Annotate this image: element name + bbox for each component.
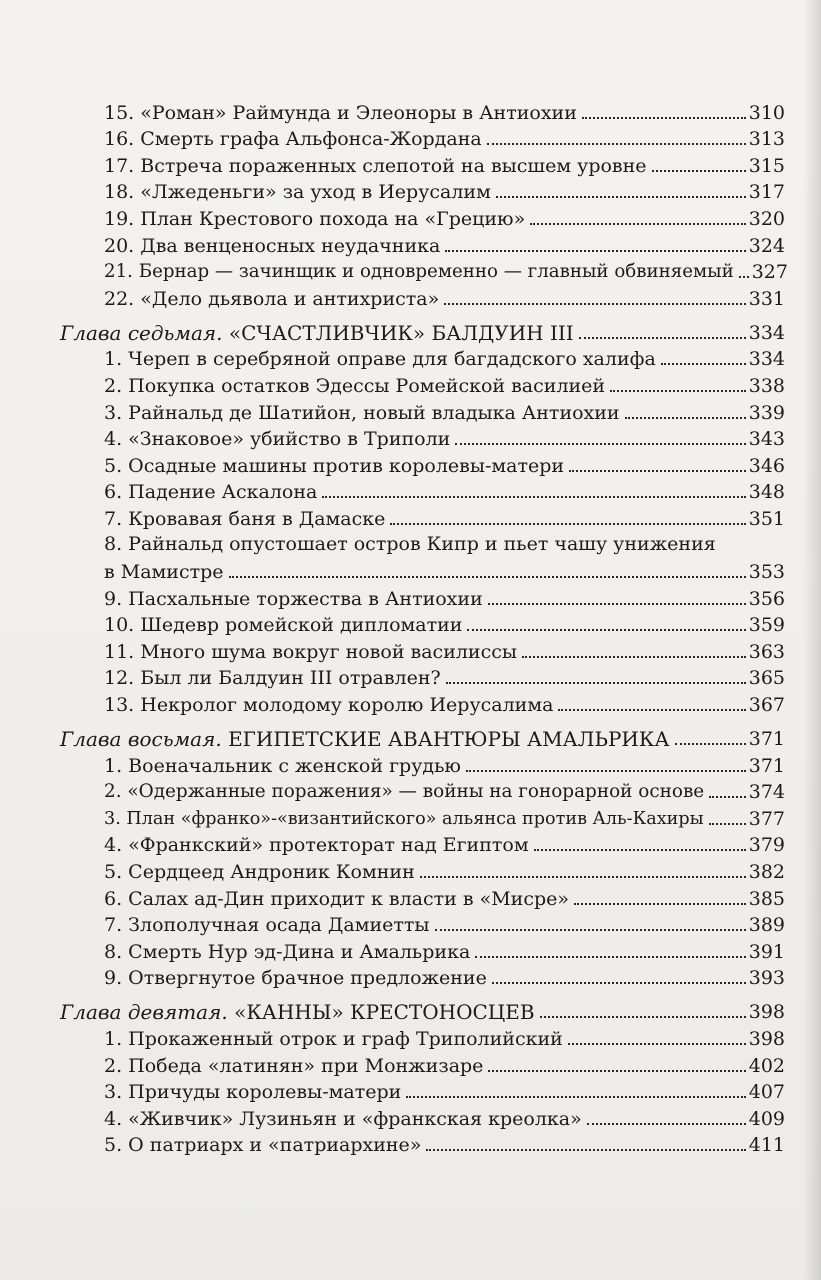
dot-leader xyxy=(574,903,746,905)
chapter-number: Глава восьмая. xyxy=(60,727,222,752)
toc-entry-page: 339 xyxy=(748,401,785,424)
toc-entry xyxy=(60,611,785,638)
toc-entry xyxy=(60,664,785,691)
dot-leader xyxy=(569,470,746,472)
toc-entry-page: 313 xyxy=(748,128,785,151)
toc-entry xyxy=(60,964,785,991)
toc-entry-title: 2. «Одержанные поражения» — войны на гонорарной основе xyxy=(104,781,705,803)
toc-entry xyxy=(60,284,785,311)
toc-entry-page: 411 xyxy=(748,1134,785,1157)
chapter-number: Глава седьмая. xyxy=(60,320,223,345)
dot-leader xyxy=(455,443,745,445)
toc-entry-page: 317 xyxy=(748,181,785,204)
dot-leader xyxy=(558,709,745,711)
chapter-title: «СЧАСТЛИВЧИК» БАЛДУИН III xyxy=(228,320,574,345)
toc-entry-title: 3. План «франко»-«византийского» альянса против Аль-Кахиры xyxy=(104,808,704,829)
toc-entry-title: 3. Райнальд де Шатийон, новый владыка Антиохии xyxy=(104,401,620,424)
toc-entry-page: 353 xyxy=(748,561,785,584)
toc-entry xyxy=(60,804,785,831)
toc-entry xyxy=(60,937,785,964)
toc-entry xyxy=(60,884,785,911)
dot-leader xyxy=(709,823,746,825)
toc-entry-page: 356 xyxy=(748,587,785,610)
toc-entry-title: 9. Отвергнутое брачное предложение xyxy=(104,967,487,990)
toc-entry-page: 379 xyxy=(748,834,785,857)
toc-entry-title: 5. Осадные машины против королевы-матери xyxy=(104,454,565,477)
toc-entry-page: 331 xyxy=(748,287,785,310)
toc-entry-title: 6. Салах ад-Дин приходит к власти в «Мисре» xyxy=(104,887,570,910)
dot-leader xyxy=(492,982,746,984)
toc-entry-title: 12. Был ли Балдуин III отравлен? xyxy=(104,667,441,690)
toc-entry-title: 18. «Лжеденьги» за уход в Иерусалим xyxy=(104,181,491,204)
toc-entry-page: 359 xyxy=(748,614,785,637)
toc-entry xyxy=(60,831,785,858)
toc-entry xyxy=(60,425,785,452)
toc-entry xyxy=(60,98,785,125)
toc-entry xyxy=(60,345,785,372)
toc-entry-page: 389 xyxy=(748,914,785,937)
toc-entry-page: 393 xyxy=(748,967,785,990)
chapter-title: «КАННЫ» КРЕСТОНОСЦЕВ xyxy=(234,1000,535,1025)
dot-leader xyxy=(568,1043,746,1045)
toc-entry xyxy=(60,531,785,584)
dot-leader xyxy=(675,743,746,745)
dot-leader xyxy=(444,303,745,305)
toc-entry xyxy=(60,857,785,884)
toc-entry-title: 15. «Роман» Раймунда и Элеоноры в Антиохии xyxy=(104,101,577,124)
toc-entry-page: 334 xyxy=(748,348,785,371)
toc-entry-title-continued: в Мамистре xyxy=(104,561,224,584)
toc-entry-title: 8. Райнальд опустошает остров Кипр и пьет чашу унижения xyxy=(104,532,716,555)
toc-entry-title: 2. Покупка остатков Эдессы Ромейской василией xyxy=(104,374,606,397)
toc-entry-title: 5. Сердцеед Андроник Комнин xyxy=(104,861,415,884)
page-edge-shadow xyxy=(803,0,821,1280)
chapter-page: 371 xyxy=(748,728,785,751)
toc-entry xyxy=(60,478,785,505)
toc-entry-title: 16. Смерть графа Альфонса-Жордана xyxy=(104,128,482,151)
dot-leader xyxy=(390,523,745,525)
toc-entry-title: 4. «Знаковое» убийство в Триполи xyxy=(104,428,451,451)
table-of-contents xyxy=(60,98,788,1157)
toc-entry-page: 398 xyxy=(748,1028,785,1050)
dot-leader xyxy=(406,1096,745,1098)
toc-entry-title: 17. Встреча пораженных слепотой на высшем уровне xyxy=(104,154,647,177)
toc-entry-page: 343 xyxy=(748,428,785,451)
dot-leader xyxy=(322,496,745,498)
dot-leader xyxy=(445,250,745,252)
toc-entry-title: 1. Военачальник с женской грудью xyxy=(104,754,461,777)
chapter-page: 334 xyxy=(748,321,785,344)
toc-entry-title: 7. Злополучная осада Дамиетты xyxy=(104,914,430,937)
dot-leader xyxy=(582,117,746,119)
chapter-heading xyxy=(60,717,785,751)
toc-entry xyxy=(60,911,785,938)
toc-entry-page: 310 xyxy=(748,101,785,124)
toc-entry-page: 363 xyxy=(748,640,785,663)
toc-entry-page: 338 xyxy=(748,374,785,397)
chapter-heading xyxy=(60,990,785,1024)
toc-entry xyxy=(60,204,785,231)
toc-entry-page: 391 xyxy=(748,940,785,963)
dot-leader xyxy=(426,1149,745,1151)
dot-leader xyxy=(496,196,746,198)
toc-entry xyxy=(60,1024,785,1051)
dot-leader xyxy=(587,1123,746,1125)
dot-leader xyxy=(466,770,746,772)
toc-entry xyxy=(60,778,785,805)
toc-entry xyxy=(60,1051,785,1078)
toc-entry-title: 13. Некролог молодому королю Иерусалима xyxy=(104,694,554,717)
dot-leader xyxy=(435,929,746,931)
dot-leader xyxy=(488,1070,745,1072)
dot-leader xyxy=(530,223,746,225)
toc-entry-page: 351 xyxy=(748,507,785,530)
chapter-number: Глава девятая. xyxy=(60,1000,228,1025)
toc-entry xyxy=(60,1078,785,1105)
toc-entry xyxy=(60,1104,785,1131)
toc-entry xyxy=(60,637,785,664)
dot-leader xyxy=(420,876,746,878)
toc-entry-title: 11. Много шума вокруг новой василиссы xyxy=(104,640,517,663)
toc-entry xyxy=(60,178,785,205)
toc-entry-title: 4. «Живчик» Лузиньян и «франкская креолка» xyxy=(104,1107,582,1130)
toc-entry-page: 382 xyxy=(748,861,785,884)
dot-leader xyxy=(488,603,746,605)
dot-leader xyxy=(534,849,746,851)
toc-entry xyxy=(60,231,785,258)
toc-entry-page: 374 xyxy=(748,781,785,804)
toc-entry-title: 9. Пасхальные торжества в Антиохии xyxy=(104,587,483,610)
toc-entry xyxy=(60,258,788,285)
dot-leader xyxy=(610,390,746,392)
dot-leader xyxy=(475,956,745,958)
chapter-page: 398 xyxy=(748,1001,785,1024)
toc-entry-title: 22. «Дело дьявола и антихриста» xyxy=(104,287,440,310)
toc-entry-page: 385 xyxy=(748,887,785,910)
toc-entry xyxy=(60,125,785,152)
dot-leader xyxy=(229,576,746,578)
toc-entry-page: 320 xyxy=(748,207,785,230)
toc-entry xyxy=(60,751,785,778)
toc-entry-title: 3. Причуды королевы-матери xyxy=(104,1081,402,1104)
toc-entry-page: 348 xyxy=(748,481,785,504)
dot-leader xyxy=(579,337,746,339)
toc-entry-page: 367 xyxy=(748,694,785,717)
toc-entry-page: 346 xyxy=(748,454,785,477)
toc-entry xyxy=(60,504,785,531)
toc-entry-page: 327 xyxy=(751,261,788,284)
toc-entry-title: 21. Бернар — зачинщик и одновременно — главный обвиняемый xyxy=(104,261,734,283)
toc-entry-title: 1. Прокаженный отрок и граф Триполийский xyxy=(104,1028,563,1050)
dot-leader xyxy=(446,682,746,684)
toc-entry xyxy=(60,398,785,425)
dot-leader xyxy=(652,170,746,172)
chapter-heading xyxy=(60,311,785,345)
toc-entry-title: 5. О патриарх и «патриархине» xyxy=(104,1134,422,1157)
toc-entry xyxy=(60,584,785,611)
toc-entry xyxy=(60,151,785,178)
toc-entry-title: 20. Два венценосных неудачника xyxy=(104,234,441,257)
dot-leader xyxy=(661,363,746,365)
toc-entry-title: 4. «Франкский» протекторат над Египтом xyxy=(104,834,529,857)
chapter-title: ЕГИПЕТСКИЕ АВАНТЮРЫ АМАЛЬРИКА xyxy=(228,727,670,752)
toc-entry-page: 377 xyxy=(748,807,785,830)
toc-entry-page: 365 xyxy=(748,667,785,690)
toc-entry-title: 10. Шедевр ромейской дипломатии xyxy=(104,614,463,637)
toc-entry xyxy=(60,451,785,478)
dot-leader xyxy=(739,276,749,278)
toc-entry-title: 1. Череп в серебряной оправе для багдадского халифа xyxy=(104,348,656,371)
toc-entry-title: 19. План Крестового похода на «Грецию» xyxy=(104,207,526,230)
toc-entry xyxy=(60,1131,785,1158)
toc-entry-title: 8. Смерть Нур эд-Дина и Амальрика xyxy=(104,940,471,963)
toc-entry xyxy=(60,371,785,398)
toc-entry-page: 315 xyxy=(748,154,785,177)
dot-leader xyxy=(625,417,746,419)
dot-leader xyxy=(709,796,746,798)
toc-entry-title: 6. Падение Аскалона xyxy=(104,481,318,504)
toc-entry xyxy=(60,690,785,717)
toc-entry-page: 407 xyxy=(748,1081,785,1104)
toc-entry-page: 409 xyxy=(748,1107,785,1130)
toc-entry-page: 324 xyxy=(748,234,785,257)
dot-leader xyxy=(467,629,745,631)
toc-entry-title: 2. Победа «латинян» при Монжизаре xyxy=(104,1054,484,1077)
toc-entry-page: 371 xyxy=(748,754,785,777)
toc-entry-title: 7. Кровавая баня в Дамаске xyxy=(104,507,386,530)
toc-entry-page: 402 xyxy=(748,1054,785,1077)
dot-leader xyxy=(540,1016,746,1018)
dot-leader xyxy=(487,143,746,145)
dot-leader xyxy=(522,656,746,658)
